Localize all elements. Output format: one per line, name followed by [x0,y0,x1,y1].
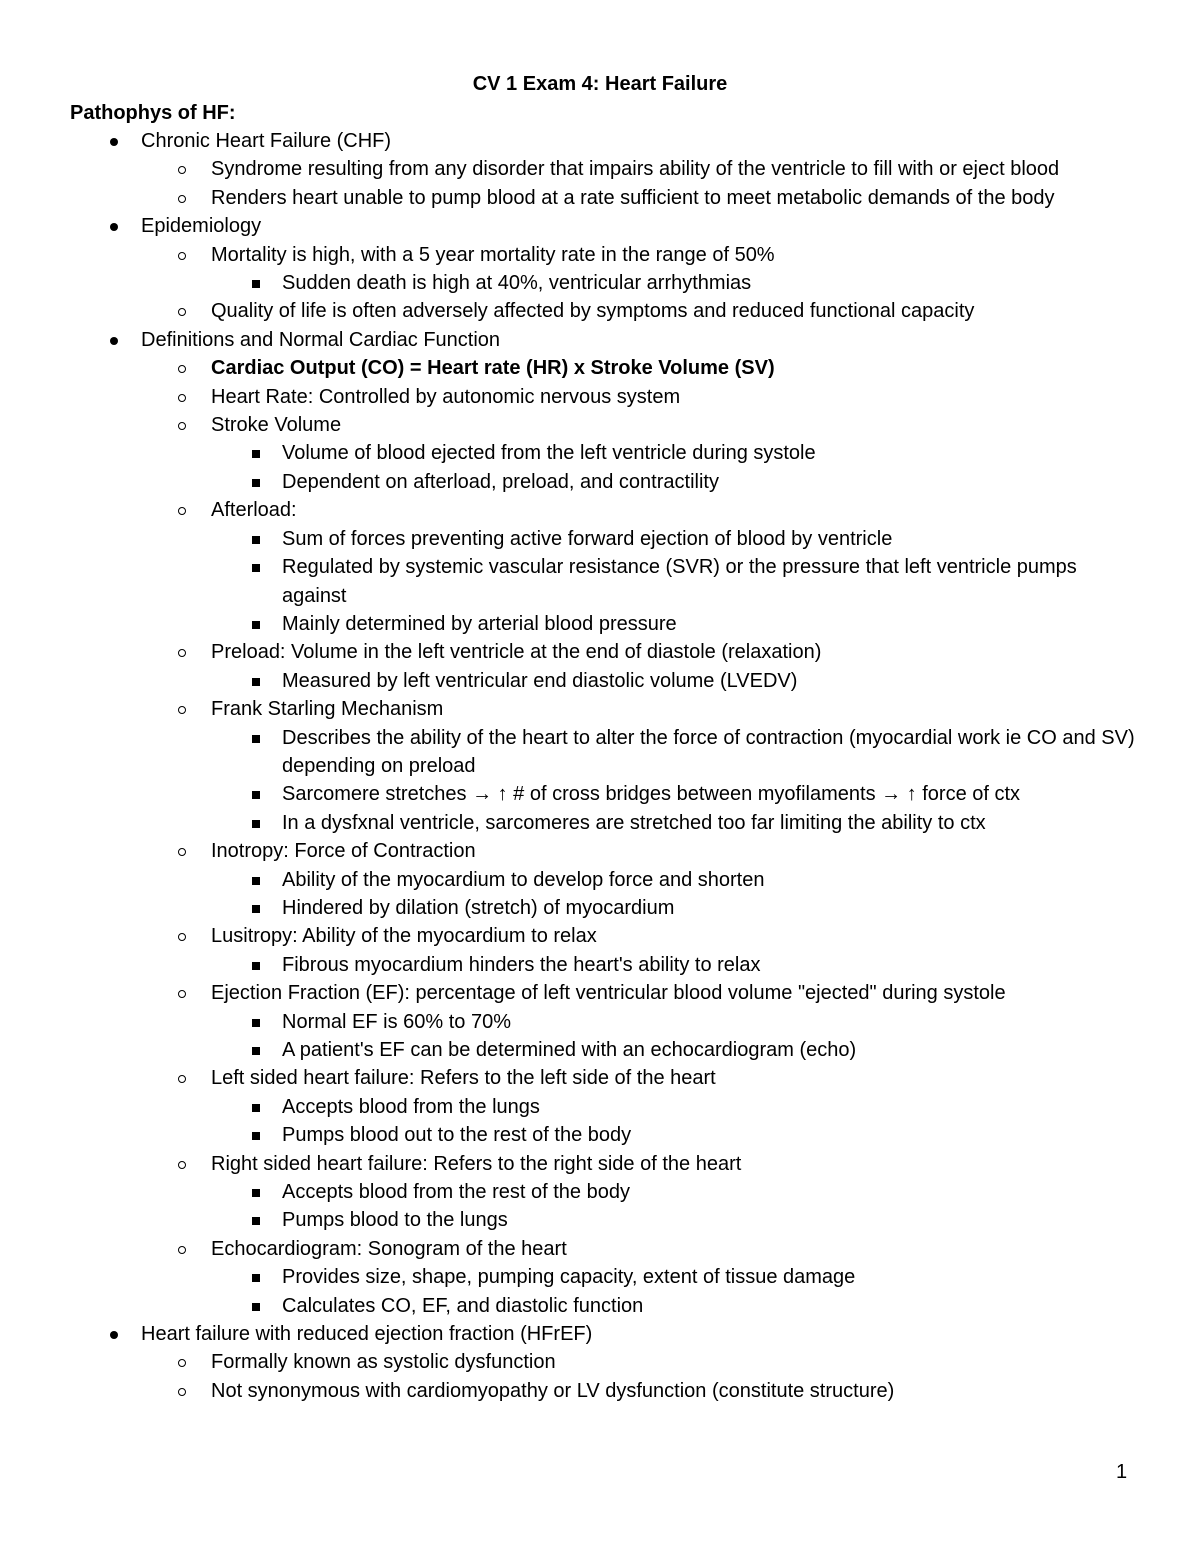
outline-item-text: Mortality is high, with a 5 year mortality rate in the range of 50% [211,243,775,266]
outline-item-text: Fibrous myocardium hinders the heart's ability to relax [282,953,761,976]
outline-item-level-3 [0,1206,1142,1234]
outline-item-text: Sudden death is high at 40%, ventricular arrhythmias [282,272,752,295]
outline-item-text: Heart failure with reduced ejection fraction (HFrEF) [141,1323,593,1346]
outline-item-text: Preload: Volume in the left ventricle at the end of diastole (relaxation) [211,641,822,664]
outline-item-text: Accepts blood from the rest of the body [282,1181,630,1204]
outline-item-level-3 [0,553,1142,610]
outline-item-text: Right sided heart failure: Refers to the right side of the heart [211,1152,742,1175]
outline-item-level-3 [0,780,1142,808]
outline-item-text: Cardiac Output (CO) = Heart rate (HR) x Stroke Volume (SV) [211,357,775,380]
outline-item-level-1 [0,127,1141,155]
outline-item-level-2 [0,411,1151,439]
outline-item-level-2 [0,496,1151,524]
outline-item-level-1 [0,212,1141,240]
outline-item-text: Afterload: [211,499,297,522]
outline-item-level-3 [0,610,1142,638]
outline-item-level-2 [0,1348,1151,1376]
outline-item-level-2 [0,979,1151,1007]
outline-item-level-3 [0,866,1142,894]
outline-item-text: Inotropy: Force of Contraction [211,840,476,863]
outline-item-text: Formally known as systolic dysfunction [211,1351,556,1374]
outline-item-level-2 [0,638,1151,666]
outline-item-text: Frank Starling Mechanism [211,698,444,721]
outline-item-level-2 [0,1064,1151,1092]
page-title: CV 1 Exam 4: Heart Failure [472,73,728,95]
outline-item-level-3 [0,1121,1142,1149]
outline-item-text: Echocardiogram: Sonogram of the heart [211,1237,567,1260]
outline-item-level-2 [0,1377,1151,1405]
outline-item-text: Dependent on afterload, preload, and contractility [282,470,719,493]
outline-item-text: Left sided heart failure: Refers to the left side of the heart [211,1067,716,1090]
outline-item-text: Measured by left ventricular end diastolic volume (LVEDV) [282,669,798,692]
outline-item-text: Epidemiology [141,215,262,238]
section-heading: Pathophys of HF: [70,102,236,124]
outline-item-text: Hindered by dilation (stretch) of myocardium [282,896,675,919]
outline-item-level-3 [0,894,1142,922]
outline-item-text: Regulated by systemic vascular resistance (SVR) or the pressure that left ventricle pumps against [282,556,1077,607]
outline-item-level-3 [0,1036,1142,1064]
outline-item-level-3 [0,468,1142,496]
outline-item-text: Pumps blood out to the rest of the body [282,1124,632,1147]
outline-item-level-3 [0,667,1142,695]
outline-item-text: Sum of forces preventing active forward ejection of blood by ventricle [282,527,893,550]
outline-item-text: Ability of the myocardium to develop force and shorten [282,868,765,891]
outline-item-level-3 [0,1292,1142,1320]
outline-item-level-2 [0,241,1151,269]
outline-item-level-2 [0,837,1151,865]
outline-item-text: A patient's EF can be determined with an echocardiogram (echo) [282,1039,857,1061]
outline-item-level-2 [0,695,1151,723]
outline-item-level-2 [0,1235,1151,1263]
outline-item-level-2 [0,184,1151,212]
outline-item-text: Pumps blood to the lungs [282,1209,508,1232]
outline-item-text: Quality of life is often adversely affected by symptoms and reduced functional capacity [211,300,975,323]
outline-item-level-1 [0,1320,1141,1348]
outline-item-level-3 [0,1093,1142,1121]
outline-item-text: Chronic Heart Failure (CHF) [141,130,392,152]
outline-item-text: Not synonymous with cardiomyopathy or LV dysfunction (constitute structure) [211,1379,895,1402]
outline-item-text: Lusitropy: Ability of the myocardium to relax [211,925,597,948]
outline-item-level-3 [0,525,1142,553]
page-number: 1 [1116,1461,1128,1483]
outline-item-text: Ejection Fraction (EF): percentage of left ventricular blood volume "ejected" during systole [211,982,1006,1005]
outline-item-level-2 [0,1150,1151,1178]
outline-item-text: Mainly determined by arterial blood pressure [282,612,677,635]
outline-item-level-2 [0,297,1151,325]
outline-item-text: Stroke Volume [211,414,342,437]
outline-item-text: Calculates CO, EF, and diastolic function [282,1294,644,1317]
outline-item-level-3 [0,809,1142,837]
outline-item-text: Definitions and Normal Cardiac Function [141,328,501,351]
outline-item-text: Describes the ability of the heart to alter the force of contraction (myocardial work ie CO and SV) depending on preload [282,726,1135,777]
outline-item-level-3 [0,269,1142,297]
outline-item-level-3 [0,951,1142,979]
outline-item-level-3 [0,724,1142,781]
outline-item-text: Accepts blood from the lungs [282,1095,540,1118]
outline-item-text: Normal EF is 60% to 70% [282,1010,511,1033]
outline-item-level-2 [0,354,1151,382]
outline-item-level-3 [0,1263,1142,1291]
outline-item-level-1 [0,326,1141,354]
outline-item-level-3 [0,1008,1142,1036]
outline-item-text: Renders heart unable to pump blood at a rate sufficient to meet metabolic demands of the body [211,186,1055,209]
outline-item-text: Sarcomere stretches → ↑ # of cross bridges between myofilaments → ↑ force of ctx [282,783,1021,806]
outline-list [0,127,1200,1405]
outline-item-text: Volume of blood ejected from the left ventricle during systole [282,442,816,465]
outline-item-level-3 [0,439,1142,467]
outline-item-text: Syndrome resulting from any disorder that impairs ability of the ventricle to fill with or eject blood [211,158,1060,181]
outline-item-level-2 [0,383,1151,411]
outline-item-level-2 [0,922,1151,950]
outline-item-text: Provides size, shape, pumping capacity, extent of tissue damage [282,1266,856,1289]
outline-item-text: Heart Rate: Controlled by autonomic nervous system [211,385,681,408]
outline-item-text: In a dysfxnal ventricle, sarcomeres are stretched too far limiting the ability to ctx [282,811,986,834]
outline-item-level-2 [0,155,1151,183]
outline-item-level-3 [0,1178,1142,1206]
